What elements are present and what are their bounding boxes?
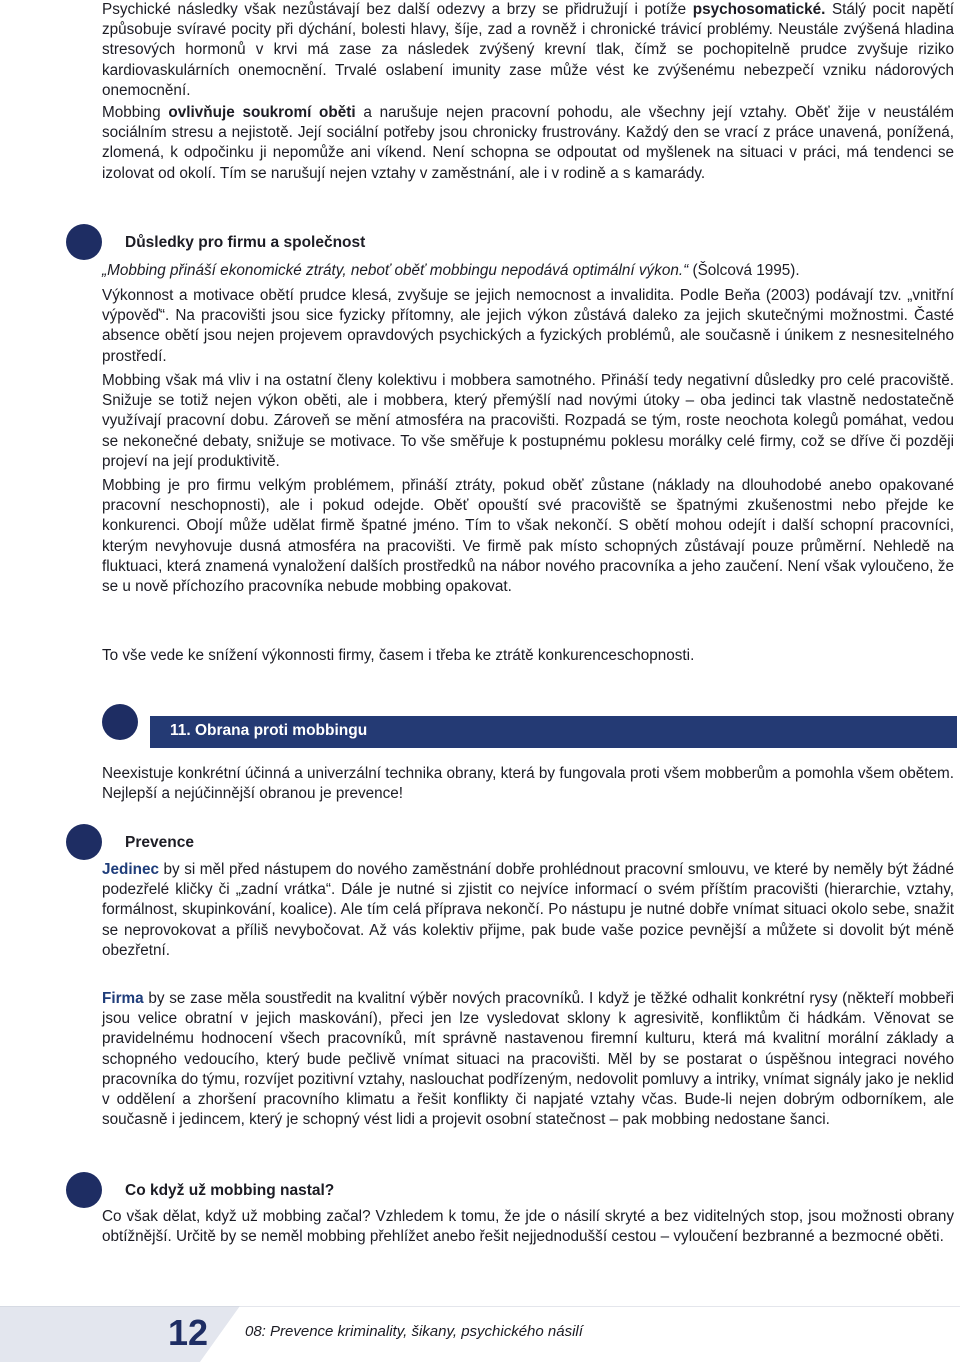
text: a narušuje nejen pracovní pohodu, ale všechny její vztahy. Oběť žije v neustálém sociálním stresu a nejistotě. Její sociální potřeby jsou chronicky frustrovány. Každý den se vrací z práce unavená, ponížená, zlomená, k odpočinku ji nepomůže ani víkend. Není schopna se odpoutat od myšlenek na situaci v práci, má tendenci se izolovat od okolí. Tím se narušují nejen vztahy v zaměstnání, ale i v rodině a s kamarády. [102,104,954,182]
section-bullet-icon [66,824,102,860]
section-bullet-icon [66,224,102,260]
text: Mobbing [102,104,169,121]
quote-source: (Šolcová 1995). [688,262,800,279]
section-bullet-icon [102,704,138,740]
page-number: 12 [168,1312,209,1353]
quote-paragraph [102,261,954,281]
paragraph-obrana: Neexistuje konkrétní účinná a univerzální technika obrany, která by fungovala proti všem mobberům a pomohla všem obětem. Nejlepší a nejúčinnější obranou je prevence! [102,765,954,803]
quote-text: „Mobbing přináší ekonomické ztráty, neboť oběť mobbingu nepodává optimální výkon.“ [102,262,689,279]
text: by se zase měla soustředit na kvalitní výběr nových pracovníků. I když je těžké odhalit konkrétní rysy (někteří mobbeři jsou velice obratní v jejich maskování), přeci jen lze vysledovat sklony k agresivitě, konfliktům či hádkám. Věnovat se pravidelnému hodnocení všech pracovníků, mít správně nastavenou firemní kulturu, která má kvalitní morální základy a schopného vedoucího, který bude pečlivě vnímat situaci na pracovišti. Měl by se postarat o úspěšnou integraci nového pracovníka do týmu, rozvíjet pozitivní vztahy, naslouchat podřízeným, nedovolit pomluvy a intriky, vnímat signály jako je neklid v oddělení a zhoršení pracovního klimatu a řešit konflikty či napjaté vztahy včas. Bude-li nejen dobrým odborníkem, ale současně i jedincem, který je schopný vést lidi a projevit osobní statečnost – pak mobbing nedostane šanci. [102,990,954,1129]
paragraph-dusledky-3: Mobbing je pro firmu velkým problémem, přináší ztráty, pokud oběť zůstane (náklady na dlouhodobé anebo opakované pracovní neschopnosti), ale i pokud odejde. Oběť opouští své pracoviště se špatnými zkušenostmi nebo přejde ke konkurenci. Obojí může udělat firmě špatné jméno. Tím to však nekončí. S obětí mohou odejít i další schopní pracovníci, kterým nevyhovuje dusná atmosféra na pracovišti. Ve firmě pak místo schopných zůstávají pouze průměrní. Nehledě na fluktuaci, která znamená vynaložení dalších prostředků na nábor nového pracovníka a jeho zaučení. Není však vyloučeno, že se u nově příchozího pracovníka nebude mobbing opakovat. [102,477,954,596]
paragraph-firma [102,989,954,1130]
heading-nastal: Co když už mobbing nastal? [125,1182,335,1199]
paragraph-psychosomatic [102,0,954,101]
emphasis-private-life: ovlivňuje soukromí oběti [168,104,356,121]
heading-dusledky: Důsledky pro firmu a společnost [125,234,366,251]
text: by si měl před nástupem do nového zaměstnání dobře prohlédnout pracovní smlouvu, ve které by neměly být žádné podezřelé kličky či „zadní vrátka“. Dále je nutné si zjistit co nejvíce informací o svém příštím pracovišti (hierarchie, vztahy, formálnost, skupinkování, koalice). Ale tím celá příprava nekončí. Po nástupu je nutné dobře vnímat situaci okolo sebe, snažit se neprovokovat a příliš nevybočovat. Až vás kolektiv přijme, pak bude vaše pozice pevnější a můžete si dovolit být méně obezřetní. [102,861,954,959]
section-title-obrana: 11. Obrana proti mobbingu [170,722,368,739]
paragraph-private-life [102,103,954,184]
paragraph-jedinec [102,860,954,961]
text: Stálý pocit napětí způsobuje svíravé pocity při dýchání, bolesti hlavy, šíje, zad a rovněž i chronické trávicí problémy. Neustále zvýšená hladina stresových hormonů v krvi má zase za následek zvýšený krevní tlak, čímž se pochopitelně prudce zvyšuje riziko kardiovaskulárních onemocnění. Trvalé oslabení imunity zase může vést ke zvýšenému nebezpečí vzniku nádorových onemocnění. [102,1,954,99]
paragraph-dusledky-4: To vše vede ke snížení výkonnosti firmy, časem i třeba ke ztrátě konkurenceschopnosti. [102,647,695,664]
paragraph-dusledky-1: Výkonnost a motivace obětí prudce klesá, zvyšuje se jejich nemocnost a invalidita. Podle Beňa (2003) podávají tzv. „vnitřní výpověď“. Na pracovišti jsou sice fyzicky přítomny, ale jejich výkon zůstává daleko za jejich skutečnými možnostmi. Časté absence obětí jsou nejen projevem opravdových psychických a fyzických problémů, ale současně i únikem z nesnesitelného prostředí. [102,287,954,365]
text: Psychické následky však nezůstávají bez další odezvy a brzy se přidružují i potíže [102,1,693,18]
emphasis-psychosomatic: psychosomatické. [692,1,826,18]
keyword-jedinec: Jedinec [102,861,159,878]
keyword-firma: Firma [102,990,144,1007]
paragraph-dusledky-2: Mobbing však má vliv i na ostatní členy kolektivu i mobbera samotného. Přináší tedy negativní důsledky pro celé pracoviště. Snižuje se totiž nejen výkon oběti, ale i mobbera, který přemýšlí nad novými útoky – oba jedinci tak vlastně nedostatečně využívají pracovní dobu. Zároveň se mění atmosféra na pracovišti. Rozpadá se tým, roste neochota kolegů pomáhat, vedou se nekonečné debaty, snižuje se motivace. To vše směřuje k postupnému poklesu morálky celé firmy, což se dříve či později projeví na její produktivitě. [102,372,954,470]
section-bullet-icon [66,1172,102,1208]
paragraph-nastal: Co však dělat, když už mobbing začal? Vzhledem k tomu, že jde o násilí skryté a bez viditelných stop, jsou možnosti obrany obtížnější. Určitě by se neměl mobbing přehlížet anebo řešit nejjednodušší cestou – vyloučení bezbranné a bezmocné oběti. [102,1208,954,1246]
heading-prevence: Prevence [125,834,194,851]
footer-title: 08: Prevence kriminality, šikany, psychického násilí [245,1323,583,1340]
